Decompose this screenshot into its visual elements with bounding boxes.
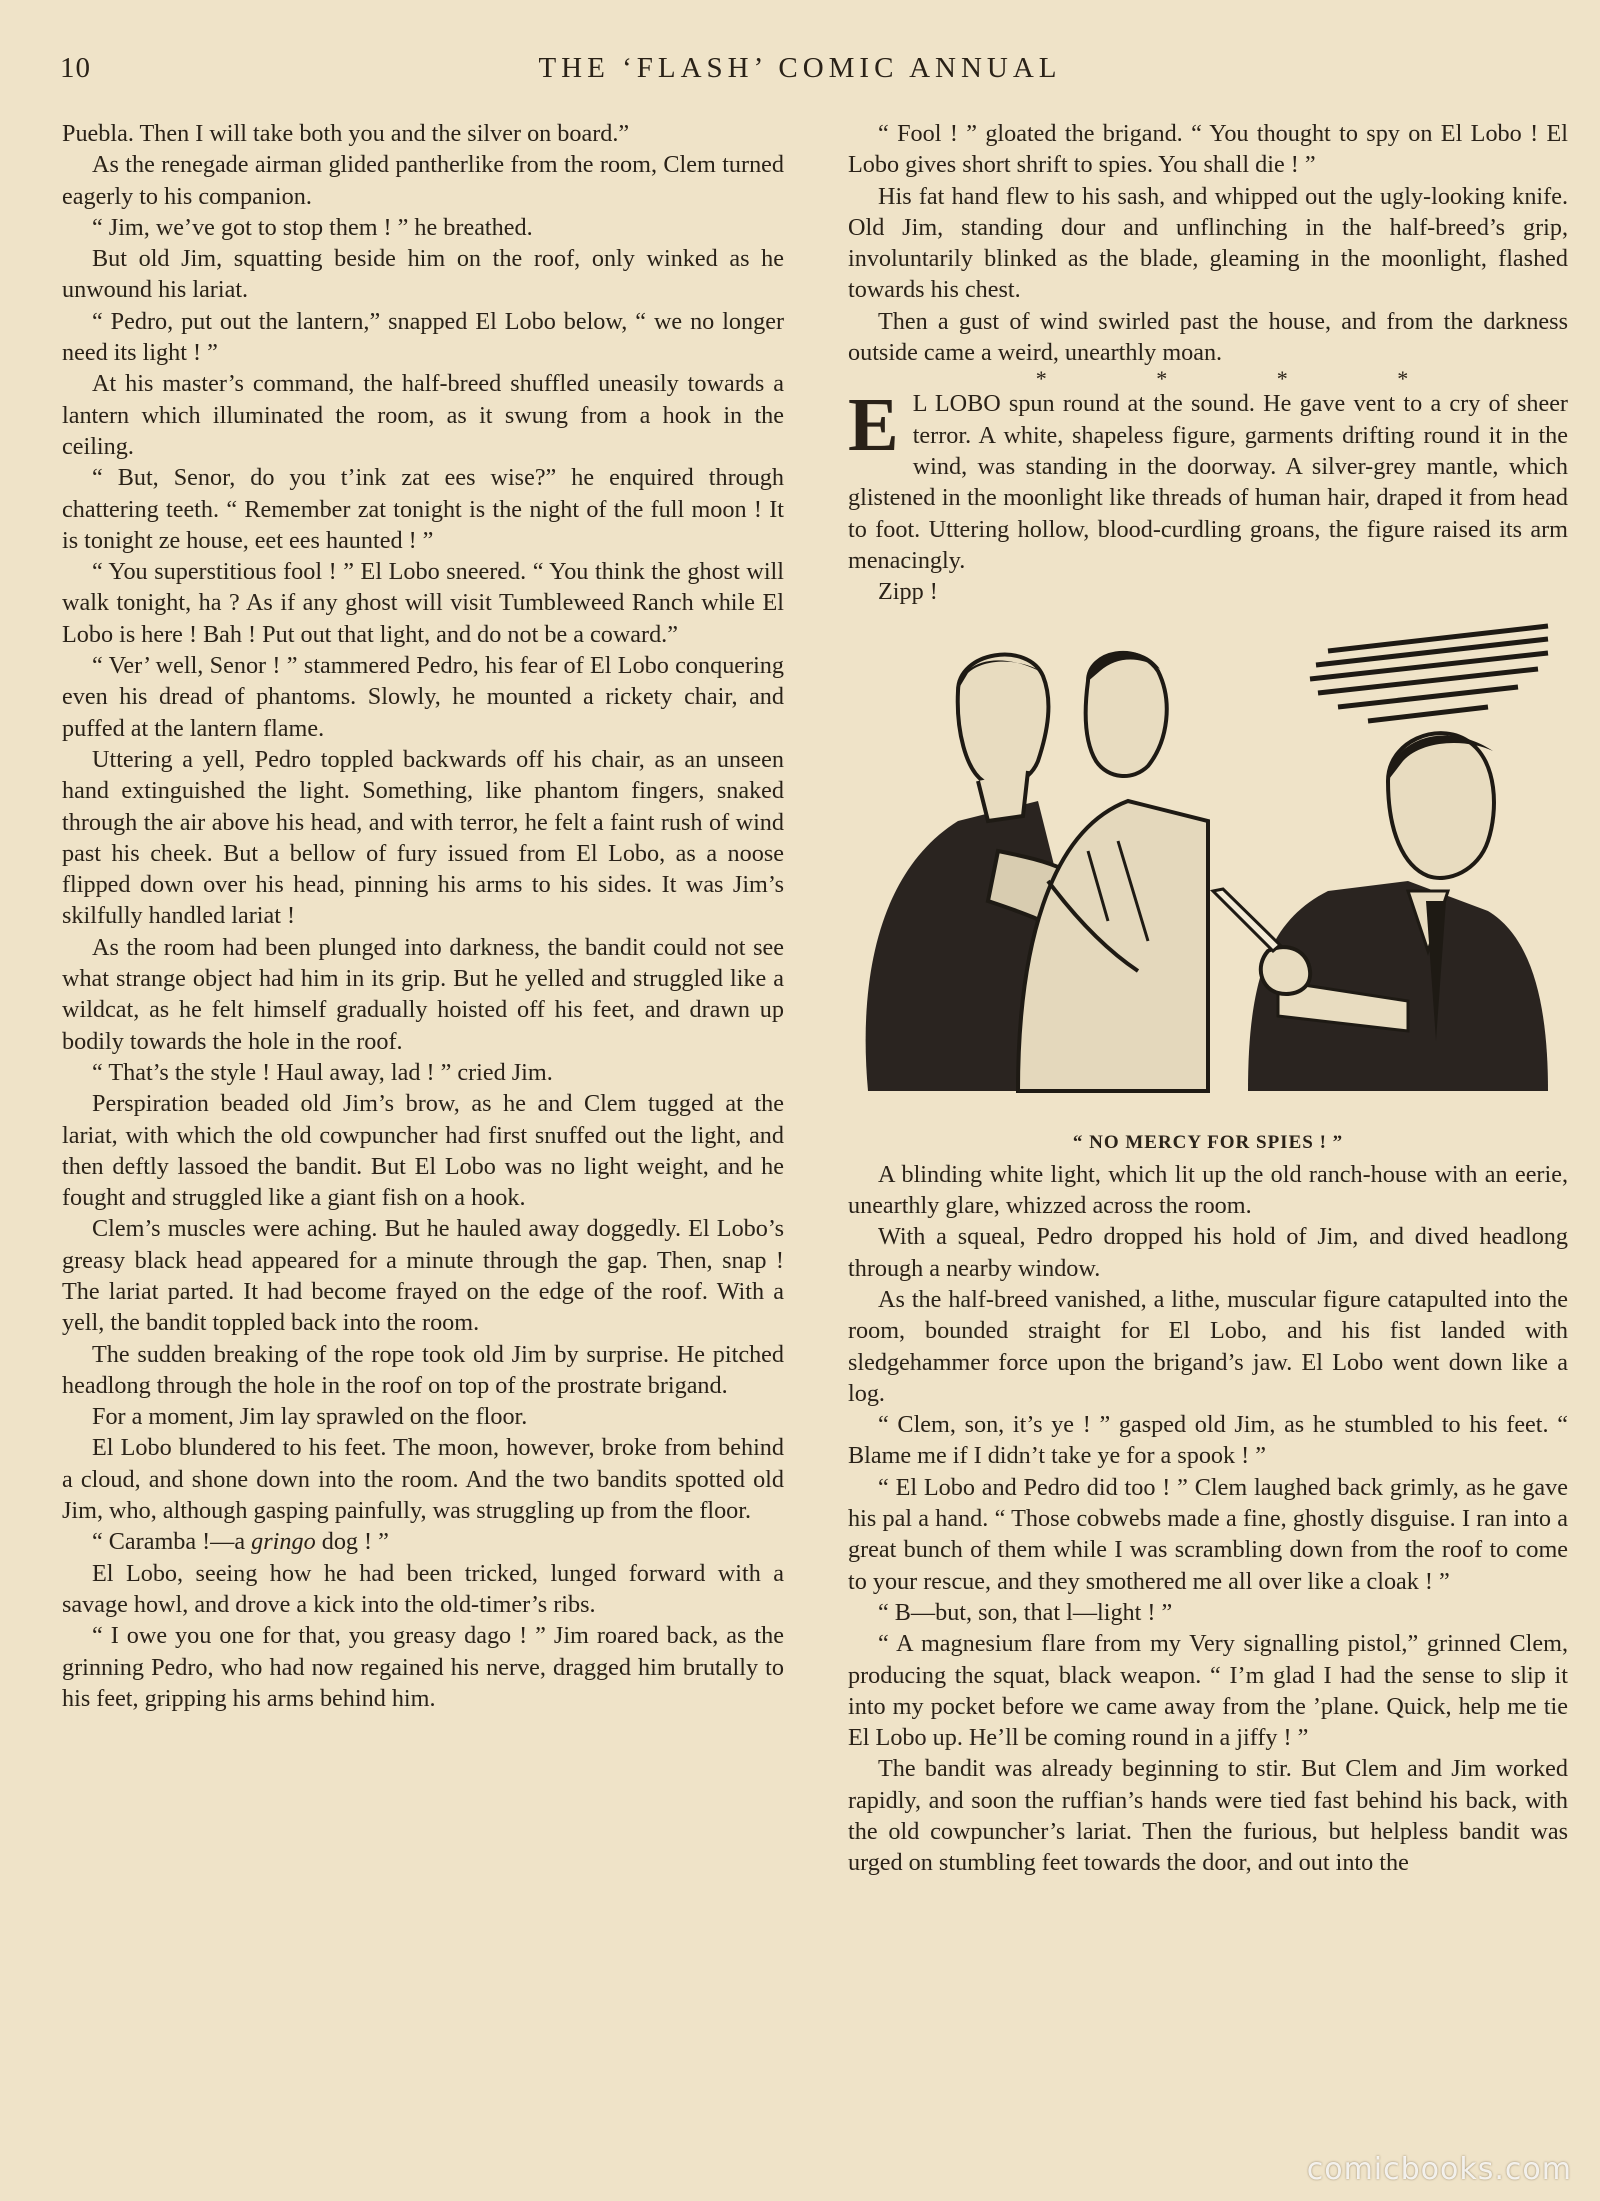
paragraph: The bandit was already beginning to stir. But Clem and Jim worked rapidly, and soon the ruffian’s hands were tied fast behind his back, with the old cowpuncher’s lariat. Then the furious, but helpless bandit was urged on stumbling feet towards the door, and out into the [848,1755,1568,1877]
paragraph: His fat hand flew to his sash, and whipped out the ugly-looking knife. Old Jim, standing dour and unflinching in the half-breed’s grip, involuntarily blinked as the blade, gleaming in the moonlight, flashed towards his chest. [848,182,1568,304]
section-separator: * * * * [1035,366,1461,392]
paragraph-caramba [62,1526,784,1557]
paragraph: “ Ver’ well, Senor ! ” stammered Pedro, his fear of El Lobo conquering even his dread of phantoms. Slowly, he mounted a rickety chair, and puffed at the lantern flame. [62,652,784,742]
paragraph: El Lobo blundered to his feet. The moon, however, broke from behind a cloud, and shone down into the room. And the two bandits spotted old Jim, who, although gasping painfully, was struggling up from the floor. [62,1434,784,1525]
paragraph: “ A magnesium flare from my Very signalling pistol,” grinned Clem, producing the squat, black weapon. “ I’m glad I had the sense to slip it into my pocket before we came away from the ’plane. Quick, help me tie El Lobo up. He’ll be coming round in a jiffy ! ” [848,1630,1568,1752]
page-number: 10 [60,52,91,84]
paragraph: “ You superstitious fool ! ” El Lobo sneered. “ You think the ghost will walk tonight, ha ? As if any ghost will visit Tumbleweed Ranch while El Lobo is here ! Bah ! Put out that light, and do not be a coward.” [62,558,784,648]
speed-lines [1310,626,1548,721]
illustration [848,621,1568,1121]
right-column [848,118,1568,1879]
dropcap-text: L LOBO spun round at the sound. He gave vent to a cry of sheer terror. A white, shapeless figure, garments drifting round it in the wind, was standing in the doorway. A silver-grey mantle, which glistened in the moonlight like threads of human hair, draped it from head to foot. Uttering hollow, blood-curdling groans, the figure raised its arm menacingly. [848,390,1568,574]
caramba-italic: gringo [251,1528,316,1556]
paragraph: For a moment, Jim lay sprawled on the floor. [92,1403,528,1431]
paragraph: Zipp ! [878,578,938,606]
paragraph: “ I owe you one for that, you greasy dago ! ” Jim roared back, as the grinning Pedro, who had now regained his nerve, dragged him brutally to his feet, gripping his arms behind him. [62,1622,784,1712]
paragraph: As the renegade airman glided pantherlike from the room, Clem turned eagerly to his companion. [62,151,784,210]
paragraph: “ Jim, we’ve got to stop them ! ” he breathed. [92,213,533,241]
paragraph: “ Clem, son, it’s ye ! ” gasped old Jim, as he stumbled to his feet. “ Blame me if I didn’t take ye for a spook ! ” [848,1411,1568,1470]
dropcap-paragraph [848,383,1568,576]
paragraph: “ Pedro, put out the lantern,” snapped El Lobo below, “ we no longer need its light ! ” [62,307,784,367]
paragraph: But old Jim, squatting beside him on the roof, only winked as he unwound his lariat. [62,245,784,304]
paragraph: A blinding white light, which lit up the old ranch-house with an eerie, unearthly glare, whizzed across the room. [848,1160,1568,1220]
figure-right [1213,734,1548,1092]
left-column [62,118,784,1714]
paragraph: “ But, Senor, do you t’ink zat ees wise?” he enquired through chattering teeth. “ Remember zat tonight is the night of the full moon ! It is tonight ze house, eet ees haunted ! ” [62,464,784,554]
page-header [60,52,1540,96]
paragraph: “ Fool ! ” gloated the brigand. “ You thought to spy on El Lobo ! El Lobo gives short shrift to spies. You shall die ! ” [848,120,1568,179]
dropcap-letter: E [848,383,899,468]
caramba-before: “ Caramba !—a [92,1528,252,1556]
paragraph: “ B—but, son, that l—light ! ” [878,1598,1173,1626]
paragraph: “ El Lobo and Pedro did too ! ” Clem laughed back grimly, as he gave his pal a hand. “ Those cobwebs made a fine, ghostly disguise. I ran into a great bunch of them while I was scrambling down from the roof to come to your rescue, and they smothered me all over like a cloak ! ” [848,1473,1568,1595]
paragraph: Uttering a yell, Pedro toppled backwards off his chair, as an unseen hand extinguished the light. Something, like phantom fingers, snaked through the air above his head, and with terror, he felt a faint rush of wind past his cheek. But a bellow of fury issued from El Lobo, as a noose flipped down over his head, pinning his arms to his sides. It was Jim’s skilfully handled lariat ! [62,745,784,930]
paragraph: At his master’s command, the half-breed shuffled uneasily towards a lantern which illuminated the room, as it swung from a hook in the ceiling. [62,370,784,460]
paragraph: As the room had been plunged into darkness, the bandit could not see what strange object had him in its grip. But he yelled and struggled like a wildcat, as he felt himself gradually hoisted off his feet, and drawn up bodily towards the hole in the roof. [62,933,784,1055]
paragraph: El Lobo, seeing how he had been tricked, lunged forward with a savage howl, and drove a kick into the old-timer’s ribs. [62,1559,784,1618]
illustration-drawing [848,621,1568,1121]
illustration-caption: “ NO MERCY FOR SPIES ! ” [1072,1132,1344,1154]
paragraph: Puebla. Then I will take both you and the silver on board.” [62,120,630,147]
paragraph: Clem’s muscles were aching. But he hauled away doggedly. El Lobo’s greasy black head appeared for a minute through the gap. Then, snap ! The lariat parted. It had become frayed on the edge of the roof. With a yell, the bandit toppled back into the room. [62,1215,784,1337]
paragraph: Then a gust of wind swirled past the house, and from the darkness outside came a weird, unearthly moan. [848,307,1568,367]
running-title: THE ‘FLASH’ COMIC ANNUAL [538,52,1062,84]
watermark: comicbooks.com [1306,2152,1572,2187]
paragraph: The sudden breaking of the rope took old Jim by surprise. He pitched headlong through the hole in the roof on top of the prostrate brigand. [62,1340,784,1399]
caramba-after: dog ! ” [315,1528,389,1556]
paragraph: With a squeal, Pedro dropped his hold of Jim, and dived headlong through a nearby window. [848,1223,1568,1282]
paragraph: As the half-breed vanished, a lithe, muscular figure catapulted into the room, bounded straight for El Lobo, and his fist landed with sledgehammer force upon the brigand’s jaw. El Lobo went down like a log. [848,1285,1568,1407]
paragraph: Perspiration beaded old Jim’s brow, as he and Clem tugged at the lariat, with which the old cowpuncher had first snuffed out the light, and then deftly lassoed the bandit. But El Lobo was no light weight, and he fought and struggled like a giant fish on a hook. [62,1090,784,1212]
paragraph: “ That’s the style ! Haul away, lad ! ” cried Jim. [92,1058,553,1086]
